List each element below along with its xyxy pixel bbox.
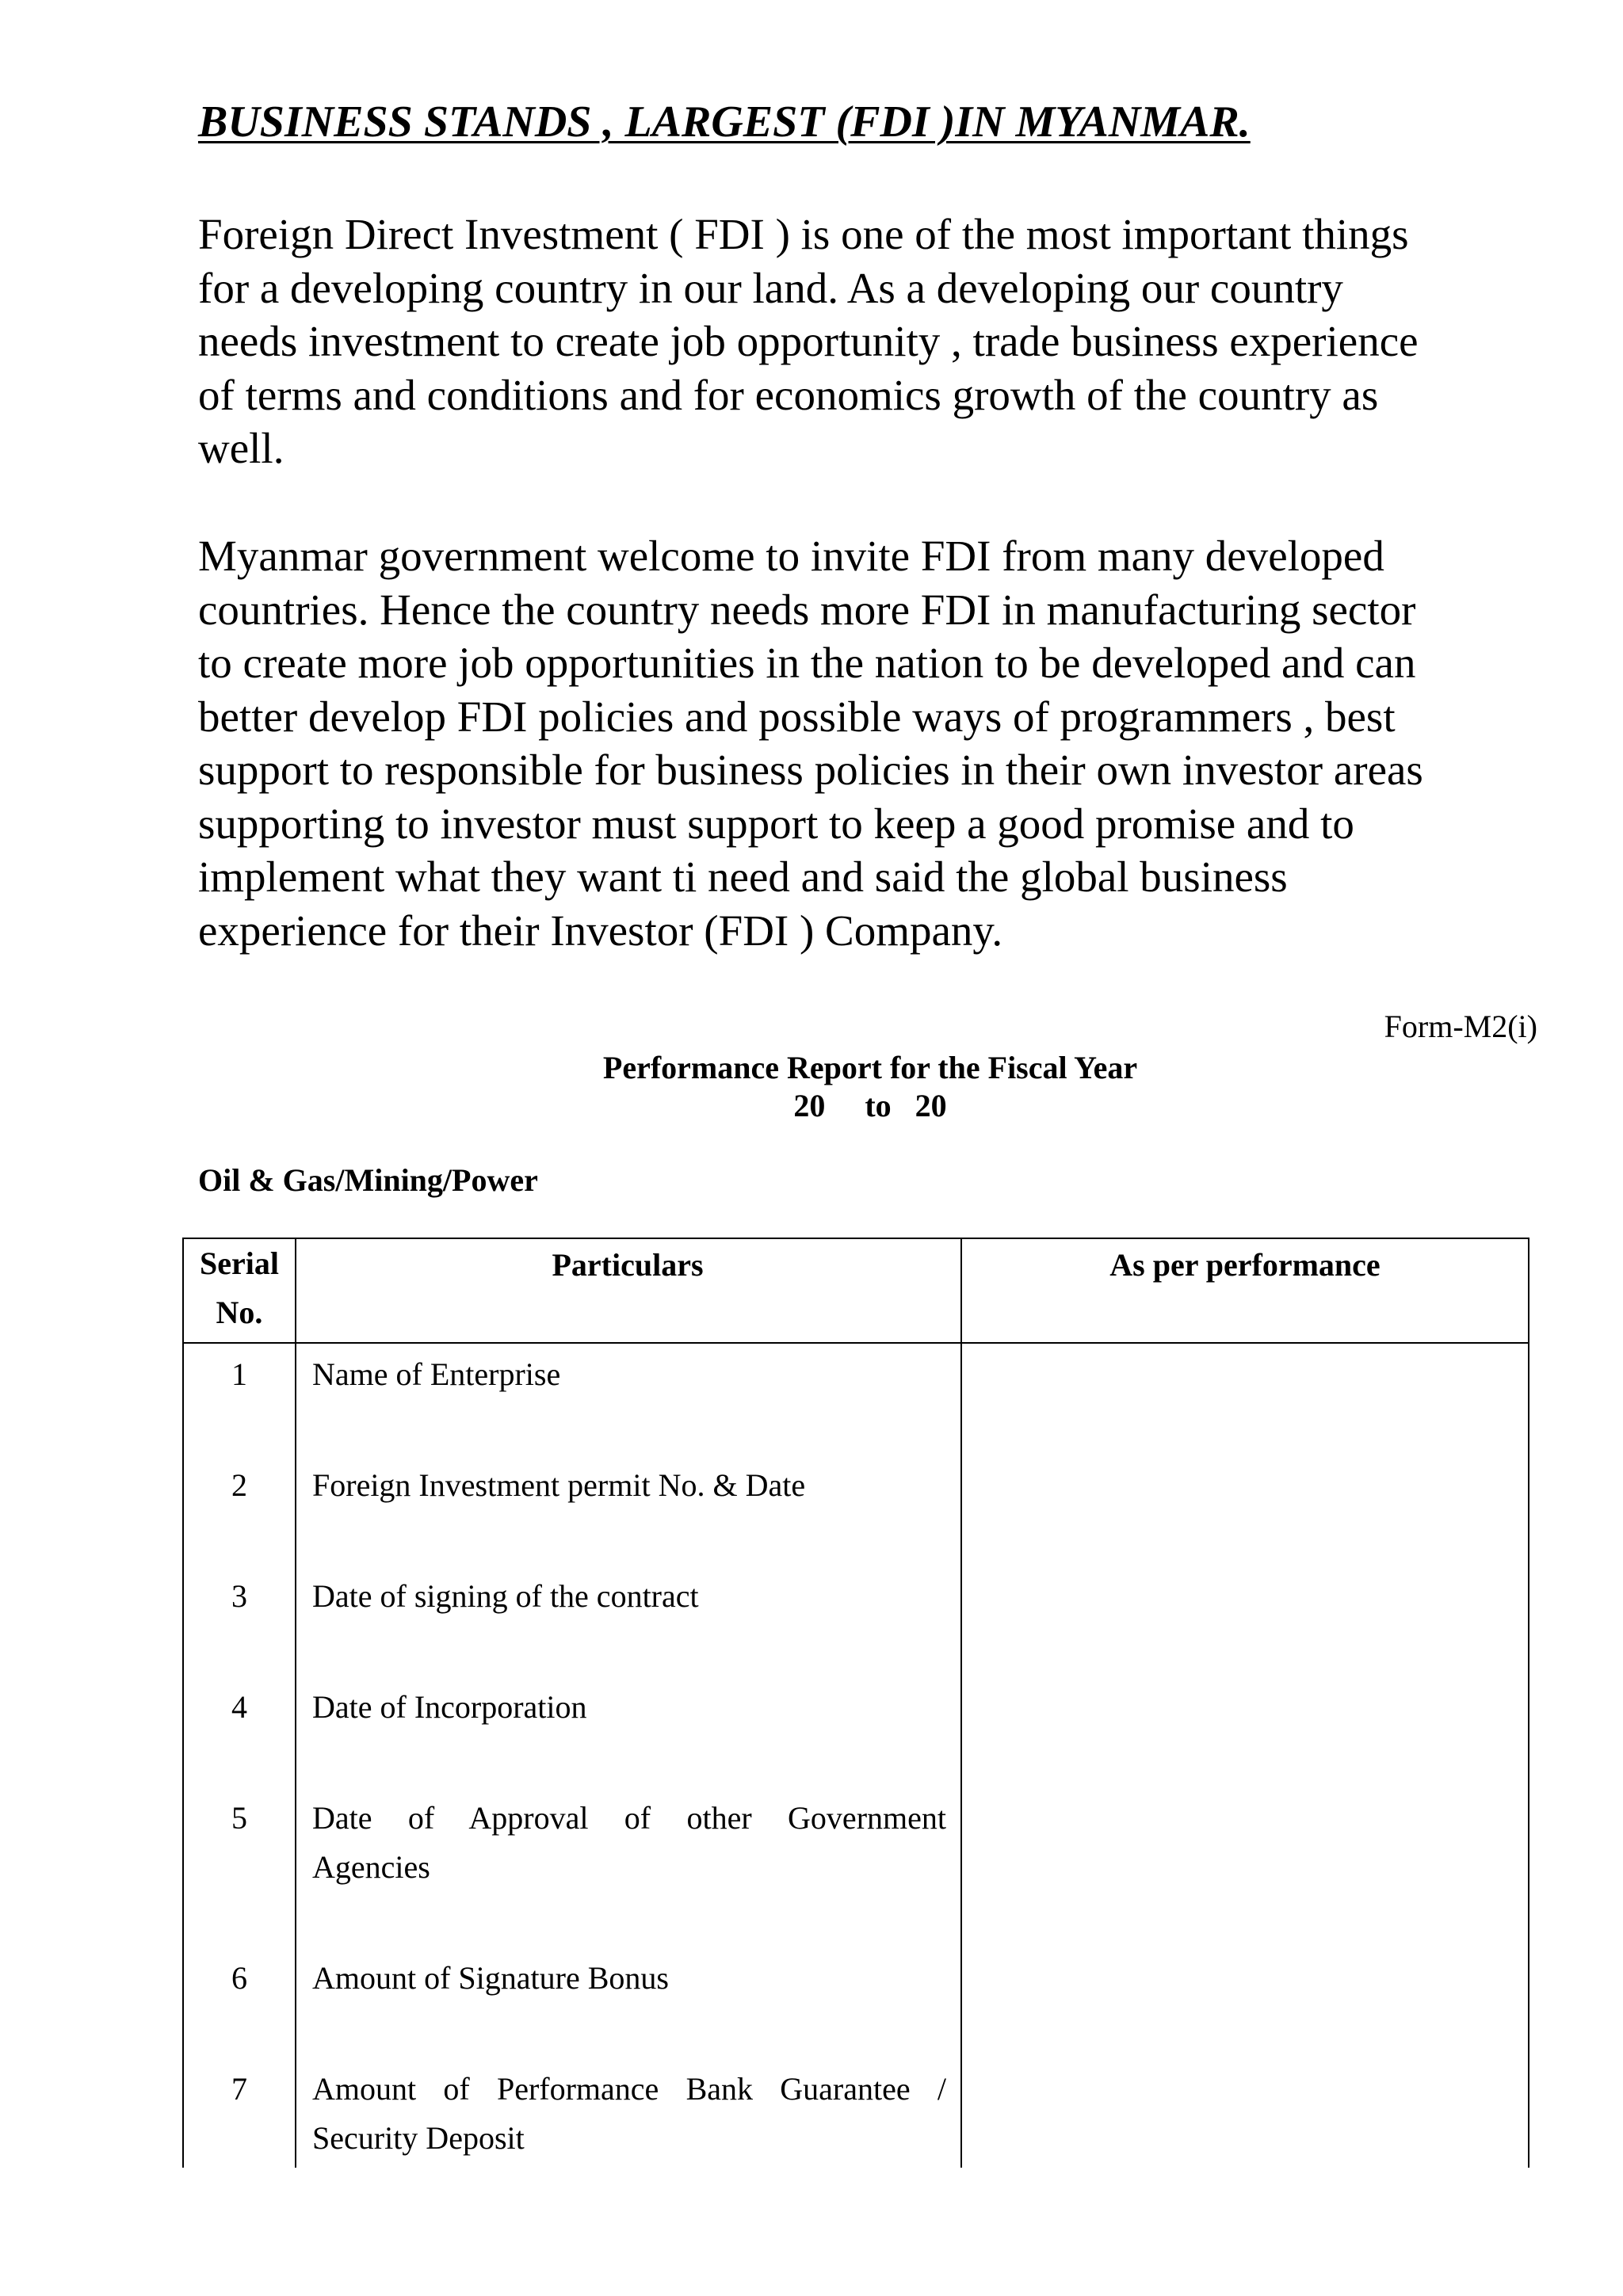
fiscal-year-range: 20 to 20 [793, 1088, 947, 1123]
performance-header: As per performance [1109, 1247, 1381, 1283]
particulars-cell: Amount of Performance Bank Guarantee / [312, 2071, 946, 2107]
document-heading: BUSINESS STANDS , LARGEST (FDI )IN MYANMAR. [198, 97, 1251, 147]
paragraph-line: Foreign Direct Investment ( FDI ) is one of the most important things [198, 210, 1409, 258]
particulars-cell: Date of Approval of other Government [312, 1800, 946, 1836]
column-divider [295, 1239, 296, 2168]
form-code: Form-M2(i) [1384, 1009, 1537, 1044]
serial-cell: 1 [231, 1356, 247, 1392]
serial-cell: 4 [231, 1689, 247, 1725]
serial-cell: 5 [231, 1800, 247, 1836]
paragraph-line: countries. Hence the country needs more FDI in manufacturing sector [198, 585, 1416, 634]
column-divider [960, 1239, 962, 2168]
serial-header [184, 1239, 295, 1337]
particulars-cell: Amount of Signature Bonus [312, 1960, 669, 1996]
performance-table [182, 1238, 1529, 2168]
particulars-cell-continued: Security Deposit [312, 2120, 525, 2156]
report-title-line: Performance Report for the Fiscal Year [602, 1050, 1138, 1085]
paragraph-line: well. [198, 424, 285, 472]
paragraph-line: Myanmar government welcome to invite FDI from many developed [198, 532, 1384, 580]
paragraph-line: implement what they want ti need and said the global business [198, 852, 1288, 901]
paragraph-line: support to responsible for business policies in their own investor areas [198, 746, 1423, 794]
serial-header-line: Serial [200, 1245, 279, 1281]
header-divider [184, 1342, 1528, 1344]
particulars-cell: Date of signing of the contract [312, 1578, 699, 1614]
paragraph-line: of terms and conditions and for economics growth of the country as [198, 370, 1379, 419]
serial-cell: 7 [231, 2071, 247, 2107]
particulars-cell: Date of Incorporation [312, 1689, 587, 1725]
paragraph-line: needs investment to create job opportunity , trade business experience [198, 317, 1419, 365]
paragraph-line: experience for their Investor (FDI ) Company. [198, 906, 1003, 955]
serial-cell: 6 [231, 1960, 247, 1996]
particulars-header: Particulars [552, 1247, 704, 1283]
particulars-cell-continued: Agencies [312, 1849, 430, 1885]
particulars-cell: Foreign Investment permit No. & Date [312, 1467, 806, 1503]
paragraph-line: for a developing country in our land. As a developing our country [198, 263, 1343, 312]
paragraph-line: better develop FDI policies and possible ways of programmers , best [198, 692, 1396, 741]
government-paragraph [198, 529, 1545, 957]
report-title [0, 1049, 1623, 1125]
particulars-cell: Name of Enterprise [312, 1356, 561, 1392]
serial-header-line: No. [216, 1295, 263, 1330]
sector-label: Oil & Gas/Mining/Power [198, 1162, 538, 1198]
intro-paragraph [198, 208, 1545, 475]
paragraph-line: to create more job opportunities in the nation to be developed and can [198, 639, 1416, 687]
paragraph-line: supporting to investor must support to keep a good promise and to [198, 799, 1354, 848]
serial-cell: 2 [231, 1467, 247, 1503]
serial-cell: 3 [231, 1578, 247, 1614]
